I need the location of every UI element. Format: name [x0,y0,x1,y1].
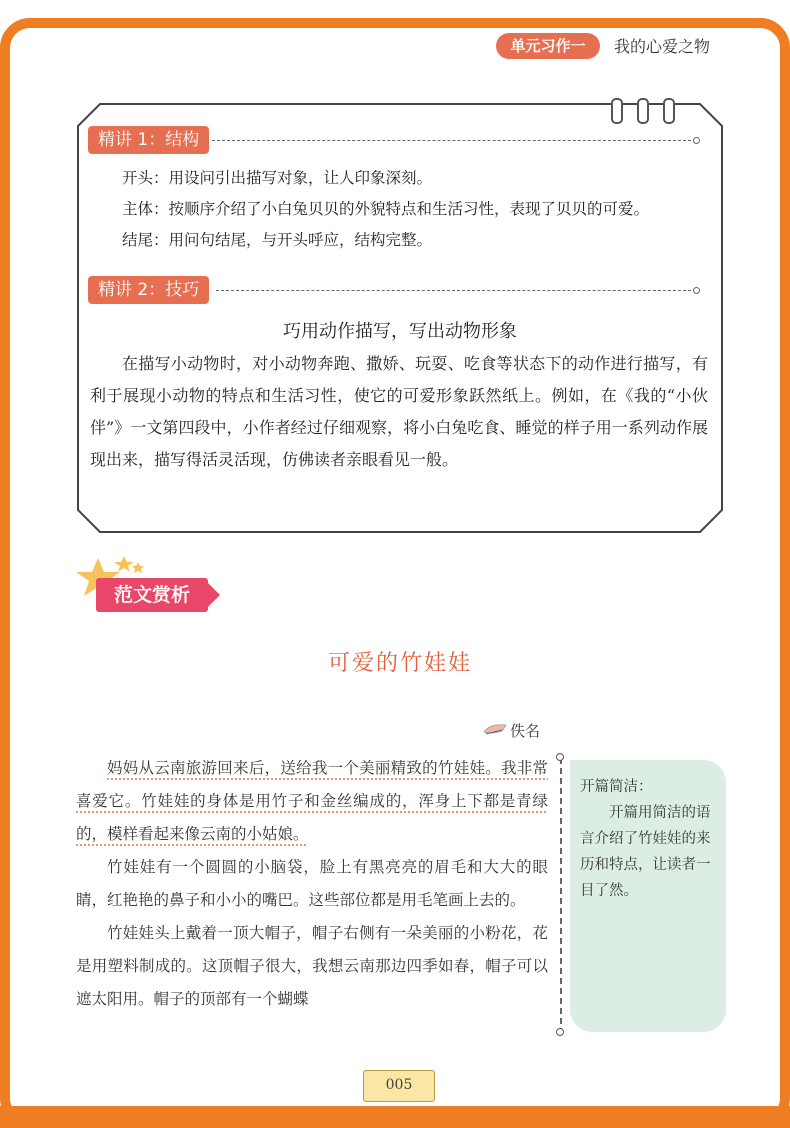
essay-paragraph-text: 竹娃娃头上戴着一顶大帽子，帽子右侧有一朵美丽的小粉花，花是用塑料制成的。这顶帽子很大，我想云南那边四季如春，帽子可以遮太阳用。帽子的顶部有一个蝴蝶 [76,924,548,1008]
bottom-bar [0,1106,790,1128]
unit-title: 我的心爱之物 [614,37,711,56]
structure-opening: 开头：用设问引出描写对象，让人印象深刻。 [122,169,433,187]
pen-icon [482,722,508,736]
section1-tag: 精讲 1：结构 [88,126,209,154]
comment-box [570,760,726,1032]
technique-body-text: 在描写小动物时，对小动物奔跑、撒娇、玩耍、吃食等状态下的动作进行描写，有利于展现小动物的特点和生活习性，使它的可爱形象跃然纸上。例如，在《我的“小伙伴”》一文第四段中，小作者经过仔细观察，将小白兔吃食、睡觉的样子用一系列动作展现出来，描写得活灵活现，仿佛读者亲眼看见一般。 [90,354,708,469]
technique-body [90,348,708,476]
comment-title: 开篇简洁： [580,779,653,795]
ring-icon [663,98,675,124]
essay-paragraph [76,917,548,1016]
page-number: 005 [363,1070,435,1102]
essay-paragraph [76,851,548,917]
essay-paragraph-text: 妈妈从云南旅游回来后，送给我一个美丽精致的竹娃娃。我非常喜爱它。竹娃娃的身体是用竹子和金丝编成的，浑身上下都是青绿的，模样看起来像云南的小姑娘。 [76,759,548,843]
model-essay-badge: 范文赏析 [96,578,208,612]
section2-divider [216,290,696,291]
essay-paragraph [76,752,548,851]
essay-paragraph-text: 竹娃娃有一个圆圆的小脑袋，脸上有黑亮亮的眉毛和大大的眼睛，红艳艳的鼻子和小小的嘴巴。这些部位都是用毛笔画上去的。 [76,858,548,909]
structure-body: 主体：按顺序介绍了小白兔贝贝的外貌特点和生活习性，表现了贝贝的可爱。 [122,200,650,218]
essay-body [76,752,548,1016]
essay-title: 可爱的竹娃娃 [327,651,472,676]
unit-tag: 单元习作一 [496,33,600,59]
comment-body: 开篇用简洁的语言介绍了竹娃娃的来历和特点，让读者一目了然。 [580,805,711,899]
comment-connector [560,758,562,1034]
section1-divider [212,140,696,141]
connector-dot-top [556,753,564,761]
ring-icon [611,98,623,124]
technique-heading: 巧用动作描写，写出动物形象 [283,321,517,342]
connector-dot-bottom [556,1028,564,1036]
section2-tag: 精讲 2：技巧 [88,276,209,304]
essay-author: 佚名 [510,722,541,740]
ring-icon [637,98,649,124]
structure-ending: 结尾：用问句结尾，与开头呼应，结构完整。 [122,231,433,249]
